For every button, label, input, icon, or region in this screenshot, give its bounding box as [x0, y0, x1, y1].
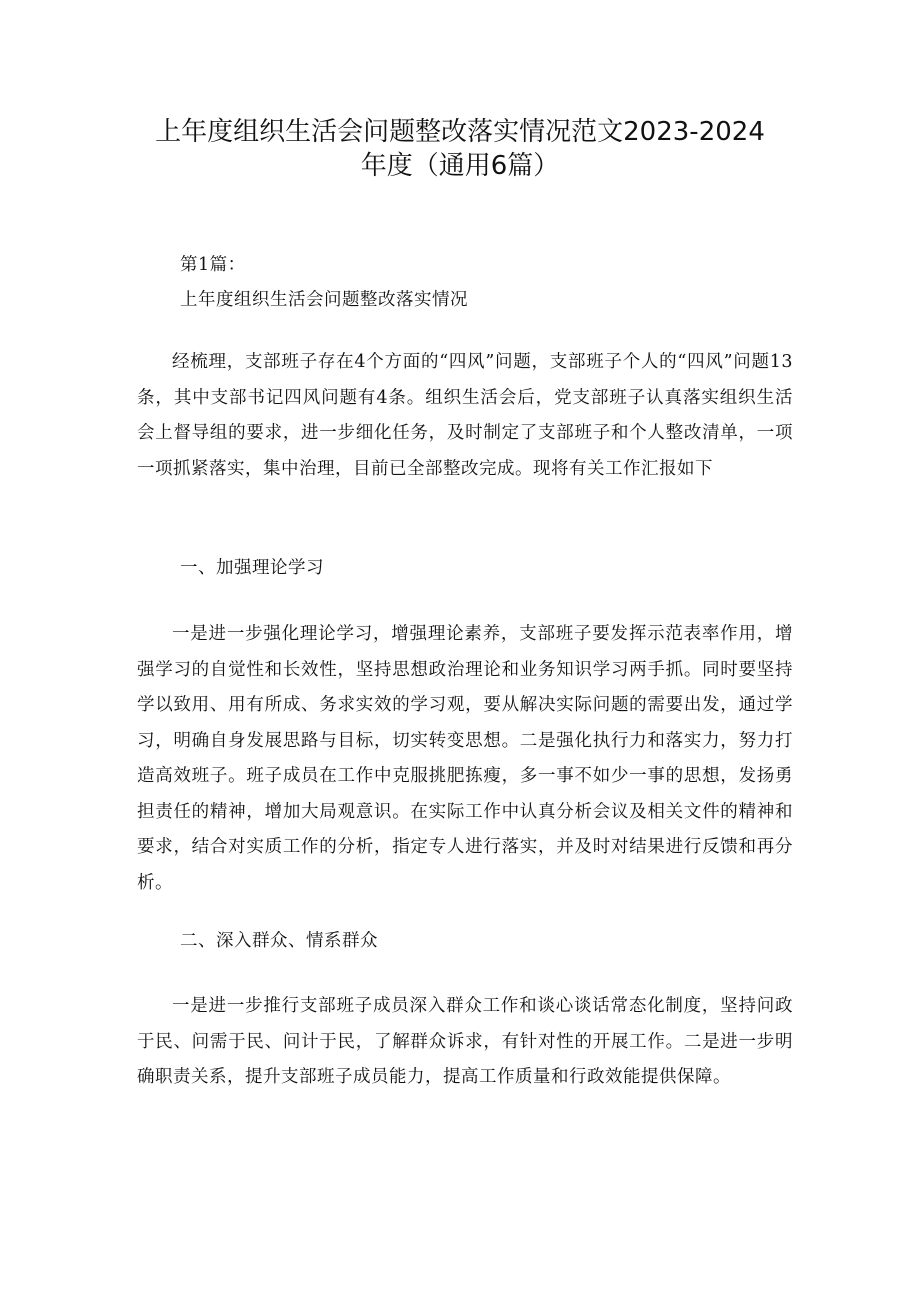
section-1-heading: 一、加强理论学习: [180, 558, 324, 578]
document-title-line-1: 上年度组织生活会问题整改落实情况范文2023-2024: [155, 117, 765, 147]
chapter-title: 上年度组织生活会问题整改落实情况: [180, 290, 468, 310]
chapter-label: 第1篇：: [180, 255, 246, 275]
section-2-paragraph: 一是进一步推行支部班子成员深入群众工作和谈心谈话常态化制度，坚持问政于民、问需于民、问计于民，了解群众诉求，有针对性的开展工作。二是进一步明确职责关系，提升支部班子成员能力，提高工作质量和行政效能提供保障。: [137, 996, 793, 1087]
intro-paragraph: 经梳理，支部班子存在4个方面的“四风”问题，支部班子个人的“四风”问题13条，其中支部书记四风问题有4条。组织生活会后，党支部班子认真落实组织生活会上督导组的要求，进一步细化任务，及时制定了支部班子和个人整改清单，一项一项抓紧落实，集中治理，目前已全部整改完成。现将有关工作汇报如下: [137, 352, 793, 479]
document-title-line-2: 年度（通用6篇）: [360, 151, 560, 181]
section-1-paragraph: 一是进一步强化理论学习，增强理论素养，支部班子要发挥示范表率作用，增强学习的自觉性和长效性，坚持思想政治理论和业务知识学习两手抓。同时要坚持学以致用、用有所成、务求实效的学习观，要从解决实际问题的需要出发，通过学习，明确自身发展思路与目标，切实转变思想。二是强化执行力和落实力，努力打造高效班子。班子成员在工作中克服挑肥拣瘦，多一事不如少一事的思想，发扬勇担责任的精神，增加大局观意识。在实际工作中认真分析会议及相关文件的精神和要求，结合对实质工作的分析，指定专人进行落实，并及时对结果进行反馈和再分析。: [137, 624, 793, 893]
section-2-heading: 二、深入群众、情系群众: [180, 931, 378, 951]
